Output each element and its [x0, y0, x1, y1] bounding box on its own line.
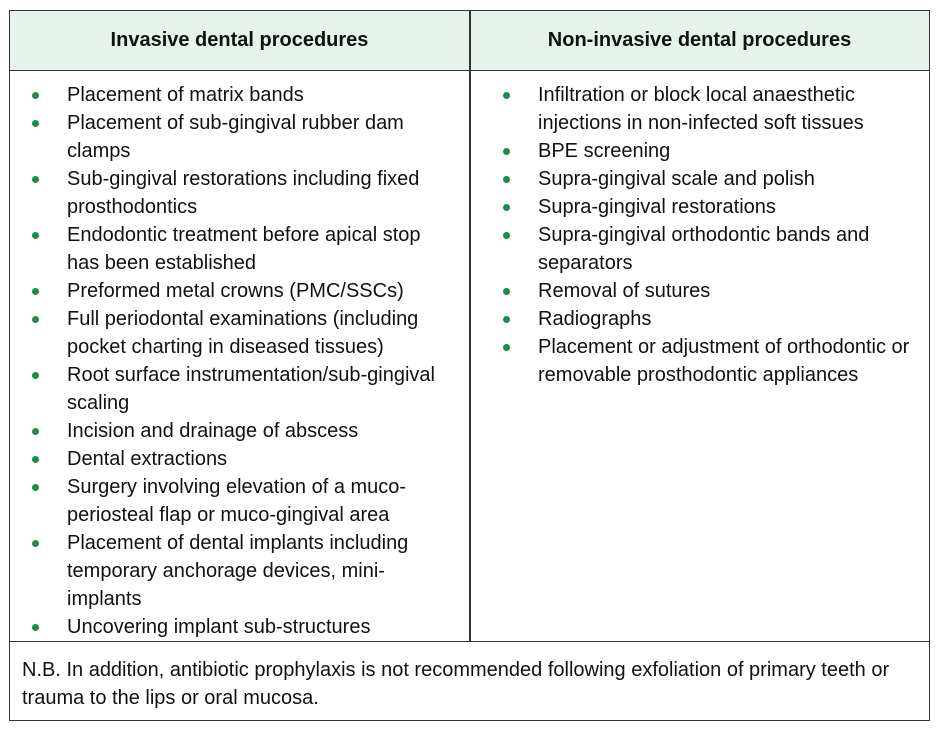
list-item: Sub-gingival restorations including fixed prosthodontics — [25, 165, 455, 221]
header-non-invasive: Non-invasive dental procedures — [547, 28, 852, 51]
list-item: Root surface instrumentation/sub-gingival scaling — [25, 361, 455, 417]
non-invasive-list — [496, 81, 921, 389]
list-item: Placement of dental implants including temporary anchorage devices, mini-implants — [25, 529, 455, 613]
list-item: Surgery involving elevation of a muco-periosteal flap or muco-gingival area — [25, 473, 455, 529]
procedures-table — [9, 10, 930, 721]
invasive-cell — [10, 71, 469, 641]
non-invasive-cell — [471, 71, 929, 641]
list-item: Dental extractions — [25, 445, 455, 473]
invasive-list — [25, 81, 455, 641]
list-item: Radiographs — [496, 305, 921, 333]
list-item: Placement of sub-gingival rubber dam clamps — [25, 109, 455, 165]
list-item: Infiltration or block local anaesthetic injections in non-infected soft tissues — [496, 81, 921, 137]
list-item: Placement or adjustment of orthodontic or removable prosthodontic appliances — [496, 333, 921, 389]
list-item: Uncovering implant sub-structures — [25, 613, 455, 641]
list-item: Removal of sutures — [496, 277, 921, 305]
list-item: Incision and drainage of abscess — [25, 417, 455, 445]
list-item: Supra-gingival orthodontic bands and separators — [496, 221, 921, 277]
list-item: Endodontic treatment before apical stop has been established — [25, 221, 455, 277]
list-item: Full periodontal examinations (including pocket charting in diseased tissues) — [25, 305, 455, 361]
list-item: Preformed metal crowns (PMC/SSCs) — [25, 277, 455, 305]
footnote-text: N.B. In addition, antibiotic prophylaxis is not recommended following exfoliation of primary teeth or trauma to the lips or oral mucosa. — [22, 659, 890, 709]
list-item: BPE screening — [496, 137, 921, 165]
header-invasive: Invasive dental procedures — [110, 28, 369, 51]
list-item: Supra-gingival scale and polish — [496, 165, 921, 193]
footnote-row — [10, 641, 929, 720]
list-item: Supra-gingival restorations — [496, 193, 921, 221]
list-item: Placement of matrix bands — [25, 81, 455, 109]
